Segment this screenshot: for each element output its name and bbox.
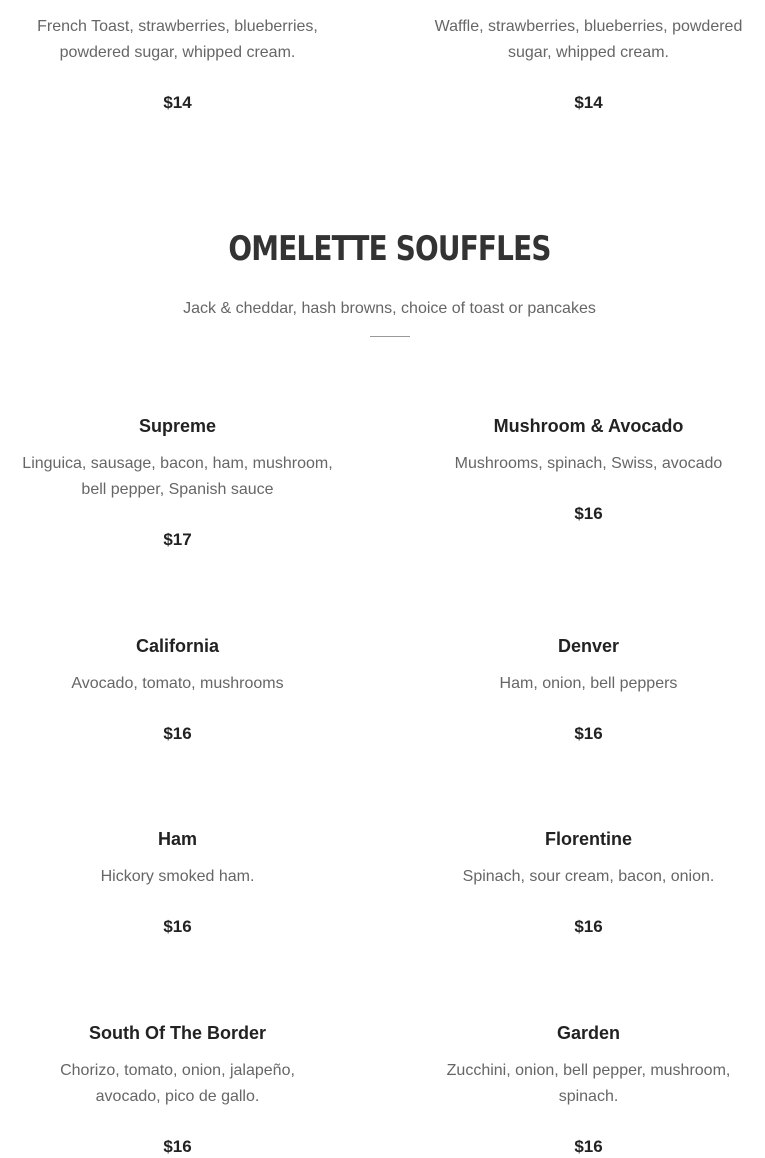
menu-item-supreme xyxy=(22,415,333,551)
menu-item-description: Chorizo, tomato, onion, jalapeño, avocado, pico de gallo. xyxy=(60,1062,295,1105)
menu-item-description: Spinach, sour cream, bacon, onion. xyxy=(462,868,715,885)
menu-item-description: Ham, onion, bell peppers xyxy=(499,675,678,692)
menu-item-description: Linguica, sausage, bacon, ham, mushroom, bell pepper, Spanish sauce xyxy=(22,455,333,498)
menu-item-description: Waffle, strawberries, blueberries, powdered sugar, whipped cream. xyxy=(434,18,743,61)
menu-item-description: Zucchini, onion, bell pepper, mushroom, spinach. xyxy=(446,1062,731,1105)
menu-item-price: $16 xyxy=(574,504,603,523)
menu-item-name: California xyxy=(135,636,219,656)
section-divider xyxy=(370,336,410,337)
menu-item-description: Mushrooms, spinach, Swiss, avocado xyxy=(454,455,723,472)
menu-item-price: $14 xyxy=(574,93,603,112)
menu-item-price: $17 xyxy=(163,530,192,549)
menu-item-mushroom-avocado xyxy=(433,415,744,525)
menu-item-florentine xyxy=(433,828,744,938)
menu-item-south-of-the-border xyxy=(22,1022,333,1158)
menu-item-california xyxy=(22,635,333,745)
menu-item-name: Ham xyxy=(157,829,197,849)
menu-item-price: $16 xyxy=(163,917,192,936)
menu-item-name: South Of The Border xyxy=(89,1023,266,1043)
menu-item-price: $16 xyxy=(163,724,192,743)
menu-item-name: Supreme xyxy=(138,416,217,436)
menu-item-denver xyxy=(433,635,744,745)
menu-item-description: French Toast, strawberries, blueberries, powdered sugar, whipped cream. xyxy=(37,18,318,61)
menu-item-french-toast xyxy=(22,14,333,114)
menu-item-price: $16 xyxy=(574,917,603,936)
section-subtitle: Jack & cheddar, hash browns, choice of toast or pancakes xyxy=(183,300,596,317)
menu-item-price: $16 xyxy=(163,1137,192,1156)
menu-item-price: $16 xyxy=(574,724,603,743)
menu-item-ham xyxy=(22,828,333,938)
menu-item-name: Denver xyxy=(557,636,620,656)
menu-item-description: Avocado, tomato, mushrooms xyxy=(71,675,284,692)
menu-item-garden xyxy=(433,1022,744,1158)
menu-item-waffle xyxy=(433,14,744,114)
menu-item-name: Garden xyxy=(556,1023,621,1043)
menu-item-price: $16 xyxy=(574,1137,603,1156)
menu-item-name: Florentine xyxy=(544,829,632,849)
section-title: OMELETTE SOUFFLES xyxy=(228,229,551,269)
section-header xyxy=(0,226,765,337)
menu-item-name: Mushroom & Avocado xyxy=(493,416,684,436)
menu-item-price: $14 xyxy=(163,93,192,112)
menu-item-description: Hickory smoked ham. xyxy=(100,868,255,885)
